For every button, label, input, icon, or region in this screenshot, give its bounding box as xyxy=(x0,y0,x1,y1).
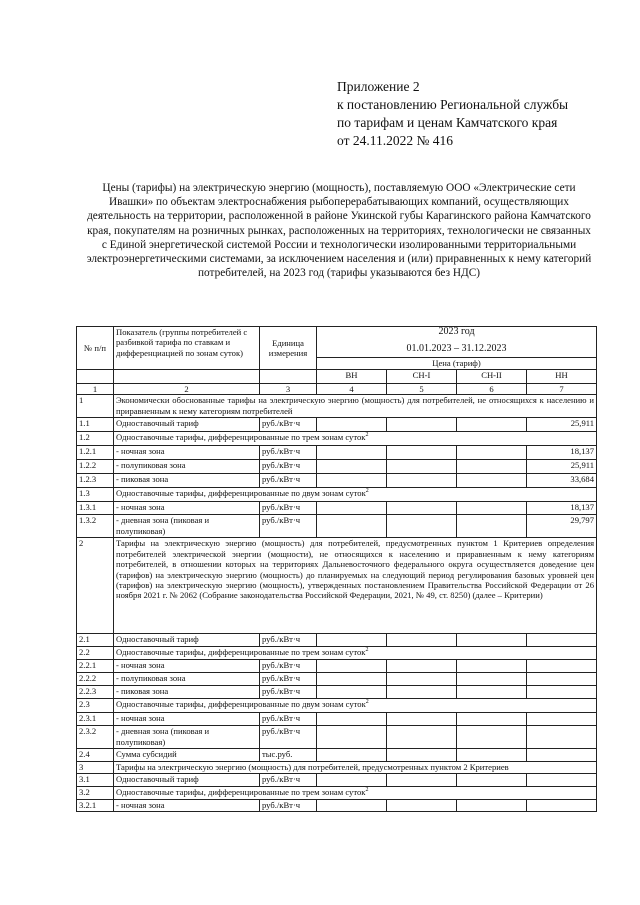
value-cell-nn: 29,797 xyxy=(527,515,597,538)
value-cell-nn xyxy=(527,774,597,787)
row-unit: руб./кВт·ч xyxy=(260,660,317,673)
value-cell-sn1 xyxy=(387,774,457,787)
value-cell-sn1 xyxy=(387,502,457,515)
value-cell-sn1 xyxy=(387,800,457,812)
header-unit: Единица измерения xyxy=(260,327,317,370)
value-cell-nn xyxy=(527,800,597,812)
value-cell-sn1 xyxy=(387,749,457,762)
value-cell-sn1 xyxy=(387,460,457,474)
row-number: 2.2.2 xyxy=(77,673,114,686)
value-cell-nn xyxy=(527,713,597,726)
value-cell-sn2 xyxy=(457,713,527,726)
row-label: - ночная зона xyxy=(114,502,260,515)
column-number: 4 xyxy=(317,384,387,395)
value-cell-nn: 18,137 xyxy=(527,446,597,460)
row-unit: руб./кВт·ч xyxy=(260,713,317,726)
row-number: 2.2.3 xyxy=(77,686,114,699)
section-text: Одноставочные тарифы, дифференцированные по двум зонам суток xyxy=(116,488,366,499)
header-spacer xyxy=(260,370,317,384)
row-label: - ночная зона xyxy=(114,713,260,726)
table-row xyxy=(77,474,597,488)
row-number: 1.2.1 xyxy=(77,446,114,460)
section-text: Одноставочные тарифы, дифференцированные по трем зонам суток xyxy=(116,787,366,798)
row-label: - дневная зона (пиковая и полупиковая) xyxy=(114,726,260,749)
table-row xyxy=(77,488,597,502)
value-cell-sn1 xyxy=(387,726,457,749)
value-cell-nn: 25,911 xyxy=(527,418,597,432)
row-unit: руб./кВт·ч xyxy=(260,502,317,515)
row-label: Одноставочный тариф xyxy=(114,418,260,432)
appendix-block xyxy=(337,78,568,150)
value-cell-sn1 xyxy=(387,634,457,647)
header-sn1: СН-I xyxy=(387,370,457,384)
column-number: 2 xyxy=(114,384,260,395)
row-number: 3.1 xyxy=(77,774,114,787)
column-number: 7 xyxy=(527,384,597,395)
table-row xyxy=(77,418,597,432)
document-heading: Цены (тарифы) на электрическую энергию (мощность), поставляемую ООО «Электрические сети Ивашки» по объектам электроснабжения рыбоперерабатывающих компаний, осуществляющих деятельность на территории, расположенной в районе Укинской губы Карагинского района Камчатского края, покупателям на розничных рынках, расположенных на территориях, технологически не связанных с Единой энергетической системой России и технологически изолированными территориальными электроэнергетическими системами, за исключением населения и (или) приравненных к нему категорий потребителей, на 2023 год (тарифы указываются без НДС) xyxy=(86,182,592,280)
row-unit: руб./кВт·ч xyxy=(260,418,317,432)
value-cell-nn: 25,911 xyxy=(527,460,597,474)
footnote-mark: 2 xyxy=(365,488,369,495)
row-number: 3.2.1 xyxy=(77,800,114,812)
value-cell-sn2 xyxy=(457,686,527,699)
row-label: - полупиковая зона xyxy=(114,673,260,686)
value-cell-sn2 xyxy=(457,446,527,460)
table-row xyxy=(77,460,597,474)
row-number: 2.4 xyxy=(77,749,114,762)
header-year: 2023 год xyxy=(317,327,597,344)
section-text: Тарифы на электрическую энергию (мощность) для потребителей, предусмотренных пунктом 2 Критериев xyxy=(116,762,509,773)
value-cell-sn1 xyxy=(387,660,457,673)
row-number: 1.3 xyxy=(77,488,114,502)
value-cell-vn xyxy=(317,800,387,812)
footnote-mark: 2 xyxy=(365,699,369,706)
footnote-mark: 2 xyxy=(365,647,369,654)
row-number: 2.3.1 xyxy=(77,713,114,726)
row-number: 1 xyxy=(77,395,114,418)
row-label: - ночная зона xyxy=(114,446,260,460)
table-row xyxy=(77,538,597,634)
row-unit: руб./кВт·ч xyxy=(260,474,317,488)
value-cell-sn2 xyxy=(457,800,527,812)
row-unit: руб./кВт·ч xyxy=(260,515,317,538)
table-row xyxy=(77,686,597,699)
header-nn: НН xyxy=(527,370,597,384)
row-number: 2.3 xyxy=(77,699,114,713)
value-cell-sn2 xyxy=(457,774,527,787)
value-cell-sn2 xyxy=(457,634,527,647)
appendix-title: Приложение 2 xyxy=(337,79,420,94)
row-label: - пиковая зона xyxy=(114,686,260,699)
table-row xyxy=(77,446,597,460)
row-unit: руб./кВт·ч xyxy=(260,634,317,647)
column-number: 6 xyxy=(457,384,527,395)
table-row xyxy=(77,673,597,686)
table-row xyxy=(77,787,597,800)
value-cell-sn2 xyxy=(457,460,527,474)
row-unit: руб./кВт·ч xyxy=(260,460,317,474)
tariff-table xyxy=(76,326,597,812)
value-cell-vn xyxy=(317,713,387,726)
value-cell-nn xyxy=(527,634,597,647)
value-cell-vn xyxy=(317,474,387,488)
column-number: 5 xyxy=(387,384,457,395)
table-row xyxy=(77,432,597,446)
row-unit: руб./кВт·ч xyxy=(260,673,317,686)
section-title xyxy=(114,647,597,660)
row-unit: руб./кВт·ч xyxy=(260,686,317,699)
value-cell-sn1 xyxy=(387,474,457,488)
section-text: Одноставочные тарифы, дифференцированные по трем зонам суток xyxy=(116,432,366,443)
section-title xyxy=(114,395,597,418)
value-cell-sn2 xyxy=(457,418,527,432)
table-row xyxy=(77,647,597,660)
header-spacer xyxy=(114,370,260,384)
header-vn: ВН xyxy=(317,370,387,384)
value-cell-nn xyxy=(527,726,597,749)
section-title xyxy=(114,699,597,713)
table-row xyxy=(77,660,597,673)
value-cell-nn: 33,684 xyxy=(527,474,597,488)
row-number: 1.2.2 xyxy=(77,460,114,474)
row-number: 3 xyxy=(77,762,114,774)
value-cell-vn xyxy=(317,774,387,787)
header-indicator: Показатель (группы потребителей с разбивкой тарифа по ставкам и дифференциацией по зонам суток) xyxy=(114,327,260,370)
value-cell-vn xyxy=(317,634,387,647)
table-row xyxy=(77,699,597,713)
value-cell-nn xyxy=(527,686,597,699)
section-title xyxy=(114,538,597,634)
value-cell-sn2 xyxy=(457,673,527,686)
row-number: 2.1 xyxy=(77,634,114,647)
value-cell-sn1 xyxy=(387,686,457,699)
row-number: 1.2.3 xyxy=(77,474,114,488)
row-label: Сумма субсидий xyxy=(114,749,260,762)
row-unit: тыс.руб. xyxy=(260,749,317,762)
value-cell-sn1 xyxy=(387,713,457,726)
row-number: 2 xyxy=(77,538,114,634)
section-text: Тарифы на электрическую энергию (мощность) для потребителей, предусмотренных пунктом 1 Критериев определения потребителей электрической энергии (мощности), не относящихся к населению и приравненным к нему категориям потребителей, в отношении которых на территориях Дальневосточного федерального округа осуществляется доведение цен (тарифов) на электрическую энергию (мощность) до планируемых на следующий период регулирования базовых уровней цен (тарифов) на электрическую энергию (мощность), утвержденных постановлением Правительства Российской Федерации от 26 ноября 2021 г. № 2062 (Собрание законодательства Российской Федерации, 2021, № 49, ст. 8250) (далее – Критерии) xyxy=(116,538,595,601)
table-row xyxy=(77,726,597,749)
footnote-mark: 2 xyxy=(365,432,369,439)
value-cell-vn xyxy=(317,749,387,762)
row-label: Одноставочный тариф xyxy=(114,634,260,647)
table-row xyxy=(77,800,597,812)
row-label: - полупиковая зона xyxy=(114,460,260,474)
section-text: Одноставочные тарифы, дифференцированные по трем зонам суток xyxy=(116,647,366,658)
value-cell-sn2 xyxy=(457,502,527,515)
value-cell-sn2 xyxy=(457,515,527,538)
section-text: Одноставочные тарифы, дифференцированные по двум зонам суток xyxy=(116,699,366,710)
table-row xyxy=(77,749,597,762)
row-number: 1.1 xyxy=(77,418,114,432)
value-cell-nn xyxy=(527,673,597,686)
section-title xyxy=(114,488,597,502)
header-price: Цена (тариф) xyxy=(317,358,597,370)
table-row xyxy=(77,634,597,647)
row-unit: руб./кВт·ч xyxy=(260,800,317,812)
value-cell-sn2 xyxy=(457,726,527,749)
row-number: 3.2 xyxy=(77,787,114,800)
row-number: 2.2.1 xyxy=(77,660,114,673)
value-cell-vn xyxy=(317,673,387,686)
row-number: 2.2 xyxy=(77,647,114,660)
value-cell-vn xyxy=(317,726,387,749)
section-title xyxy=(114,762,597,774)
row-label: - ночная зона xyxy=(114,660,260,673)
value-cell-vn xyxy=(317,418,387,432)
header-sn2: СН-II xyxy=(457,370,527,384)
header-spacer xyxy=(77,370,114,384)
row-number: 2.3.2 xyxy=(77,726,114,749)
row-number: 1.3.1 xyxy=(77,502,114,515)
value-cell-sn2 xyxy=(457,749,527,762)
value-cell-sn1 xyxy=(387,418,457,432)
column-number: 1 xyxy=(77,384,114,395)
header-num: № п/п xyxy=(77,327,114,370)
value-cell-sn2 xyxy=(457,474,527,488)
value-cell-vn xyxy=(317,660,387,673)
value-cell-sn1 xyxy=(387,446,457,460)
row-label: - пиковая зона xyxy=(114,474,260,488)
table-row xyxy=(77,395,597,418)
row-unit: руб./кВт·ч xyxy=(260,726,317,749)
value-cell-sn1 xyxy=(387,515,457,538)
value-cell-vn xyxy=(317,515,387,538)
value-cell-vn xyxy=(317,686,387,699)
table-row xyxy=(77,502,597,515)
value-cell-vn xyxy=(317,460,387,474)
table-row xyxy=(77,515,597,538)
appendix-line: к постановлению Региональной службы xyxy=(337,97,569,112)
section-title xyxy=(114,787,597,800)
footnote-mark: 2 xyxy=(365,787,369,794)
column-number: 3 xyxy=(260,384,317,395)
value-cell-sn1 xyxy=(387,673,457,686)
section-text: Экономически обоснованные тарифы на электрическую энергию (мощность) для потребителей, не относящихся к населению и приравненным к нему категориям потребителей xyxy=(116,395,595,416)
row-label: - дневная зона (пиковая и полупиковая) xyxy=(114,515,260,538)
row-number: 1.2 xyxy=(77,432,114,446)
appendix-line: по тарифам и ценам Камчатского края xyxy=(337,115,558,130)
table-row xyxy=(77,762,597,774)
row-label: Одноставочный тариф xyxy=(114,774,260,787)
table-row xyxy=(77,713,597,726)
value-cell-nn: 18,137 xyxy=(527,502,597,515)
row-number: 1.3.2 xyxy=(77,515,114,538)
header-period: 01.01.2023 – 31.12.2023 xyxy=(317,344,597,358)
value-cell-vn xyxy=(317,446,387,460)
appendix-date: от 24.11.2022 № 416 xyxy=(337,133,453,148)
row-label: - ночная зона xyxy=(114,800,260,812)
value-cell-nn xyxy=(527,660,597,673)
section-title xyxy=(114,432,597,446)
value-cell-vn xyxy=(317,502,387,515)
table-row xyxy=(77,774,597,787)
value-cell-sn2 xyxy=(457,660,527,673)
row-unit: руб./кВт·ч xyxy=(260,774,317,787)
row-unit: руб./кВт·ч xyxy=(260,446,317,460)
value-cell-nn xyxy=(527,749,597,762)
